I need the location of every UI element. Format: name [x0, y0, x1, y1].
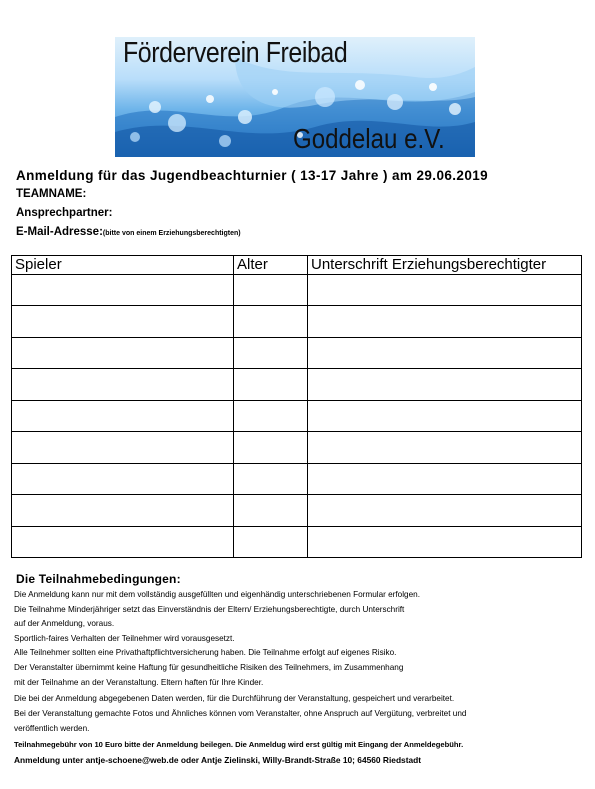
player-name-cell[interactable]	[12, 369, 234, 400]
logo-title-line2: Goddelau e.V.	[293, 123, 445, 154]
player-name-cell[interactable]	[12, 337, 234, 368]
signature-cell[interactable]	[308, 400, 582, 431]
registration-table	[11, 255, 582, 558]
age-cell[interactable]	[234, 495, 308, 526]
column-header-unterschrift: Unterschrift Erziehungsberechtigter	[308, 256, 582, 275]
table-row	[12, 369, 582, 400]
logo-title-line1: Förderverein Freibad	[123, 37, 348, 69]
signature-cell[interactable]	[308, 495, 582, 526]
player-name-cell[interactable]	[12, 526, 234, 558]
table-row	[12, 400, 582, 431]
condition-line: Alle Teilnehmer sollten eine Privathaftpflichtversicherung haben. Die Teilnahme erfolgt auf eigenes Risiko.	[14, 648, 397, 657]
age-cell[interactable]	[234, 400, 308, 431]
condition-line: Der Veranstalter übernimmt keine Haftung für gesundheitliche Risiken des Teilnehmers, im Zusammenhang	[14, 663, 404, 672]
age-cell[interactable]	[234, 432, 308, 463]
table-row	[12, 306, 582, 337]
signature-cell[interactable]	[308, 306, 582, 337]
email-note: (bitte von einem Erziehungsberechtigten)	[102, 230, 241, 237]
table-row	[12, 495, 582, 526]
signature-cell[interactable]	[308, 369, 582, 400]
column-header-spieler: Spieler	[12, 256, 234, 275]
signature-cell[interactable]	[308, 526, 582, 558]
form-heading: Anmeldung für das Jugendbeachturnier ( 13-17 Jahre ) am 29.06.2019	[16, 168, 489, 183]
table-row	[12, 432, 582, 463]
age-cell[interactable]	[234, 337, 308, 368]
condition-line: auf der Anmeldung, voraus.	[14, 619, 115, 628]
table-row	[12, 526, 582, 558]
player-name-cell[interactable]	[12, 275, 234, 306]
condition-line: Die Teilnahme Minderjähriger setzt das Einverständnis der Eltern/ Erziehungsberechtigte, durch Unterschrift	[14, 605, 405, 614]
conditions-title: Die Teilnahmebedingungen:	[16, 572, 181, 586]
table-header-row	[12, 256, 582, 275]
table-row	[12, 337, 582, 368]
player-name-cell[interactable]	[12, 432, 234, 463]
table-row	[12, 275, 582, 306]
email-label-text: E-Mail-Adresse:	[16, 226, 103, 238]
player-name-cell[interactable]	[12, 463, 234, 494]
player-name-cell[interactable]	[12, 495, 234, 526]
logo-banner	[115, 37, 475, 157]
condition-line: Die Anmeldung kann nur mit dem vollständig ausgefüllten und eigenhändig unterschriebenen Formular erfolgen.	[14, 590, 420, 599]
table-row	[12, 463, 582, 494]
age-cell[interactable]	[234, 275, 308, 306]
player-name-cell[interactable]	[12, 400, 234, 431]
teamname-label: TEAMNAME:	[16, 188, 87, 200]
age-cell[interactable]	[234, 369, 308, 400]
column-header-alter: Alter	[234, 256, 308, 275]
signature-cell[interactable]	[308, 337, 582, 368]
email-label	[16, 226, 241, 238]
fee-note: Teilnahmegebühr von 10 Euro bitte der Anmeldung beilegen. Die Anmeldug wird erst gültig mit Eingang der Anmeldegebühr.	[14, 740, 464, 749]
condition-line: Die bei der Anmeldung abgegebenen Daten werden, für die Durchführung der Veranstaltung, gespeichert und verarbeitet.	[14, 694, 455, 703]
condition-line: Bei der Veranstaltung gemachte Fotos und Ähnliches können vom Veranstalter, ohne Anspruch auf Vergütung, verbreitet und	[14, 709, 467, 718]
condition-line: mit der Teilnahme an der Veranstaltung. Eltern haften für Ihre Kinder.	[14, 678, 264, 687]
age-cell[interactable]	[234, 306, 308, 337]
age-cell[interactable]	[234, 526, 308, 558]
player-name-cell[interactable]	[12, 306, 234, 337]
signature-cell[interactable]	[308, 463, 582, 494]
contact-note: Anmeldung unter antje-schoene@web.de oder Antje Zielinski, Willy-Brandt-Straße 10; 64560 Riedstadt	[14, 755, 422, 765]
age-cell[interactable]	[234, 463, 308, 494]
condition-line: veröffentlich werden.	[14, 724, 90, 733]
ansprechpartner-label: Ansprechpartner:	[16, 207, 113, 219]
signature-cell[interactable]	[308, 275, 582, 306]
signature-cell[interactable]	[308, 432, 582, 463]
condition-line: Sportlich-faires Verhalten der Teilnehmer wird vorausgesetzt.	[14, 634, 235, 643]
